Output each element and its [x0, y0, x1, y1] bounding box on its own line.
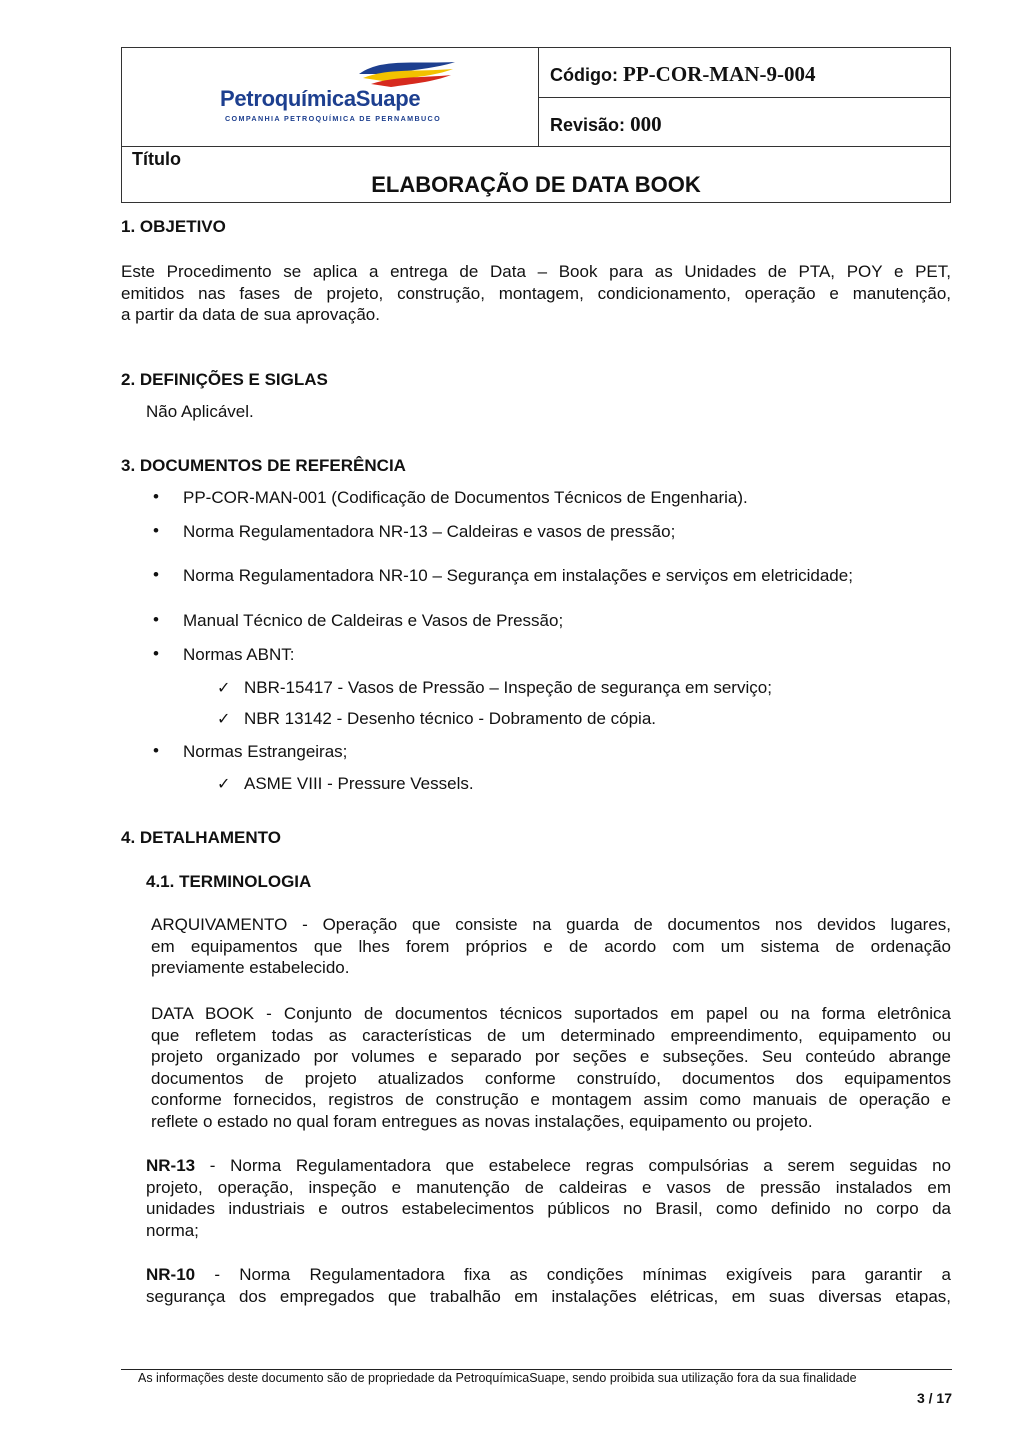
paragraph-line: emitidos nas fases de projeto, construção, montagem, condicionamento, operação e manutenção, [121, 283, 951, 303]
definicoes-text: Não Aplicável. [146, 402, 254, 421]
nr13-text: - Norma Regulamentadora que estabelece regras compulsórias a serem seguidas no [195, 1156, 951, 1175]
document-revision [550, 112, 662, 137]
reference-item: Normas ABNT: [183, 645, 295, 664]
paragraph-line: projeto, operação, inspeção e manutenção de caldeiras e vasos de pressão instalados em [146, 1177, 951, 1197]
paragraph-line: a partir da data de sua aprovação. [121, 305, 380, 324]
code-value: PP-COR-MAN-9-004 [623, 62, 816, 86]
abnt-item: NBR 13142 - Desenho técnico - Dobramento de cópia. [244, 709, 657, 728]
nr10-term: NR-10 [146, 1265, 196, 1284]
paragraph-line: segurança dos empregados que trabalhão em instalações elétricas, em suas diversas etapas, [146, 1286, 951, 1306]
paragraph-line: previamente estabelecido. [151, 958, 350, 977]
checkmark-icon: ✓ [217, 680, 231, 697]
bullet-icon: • [153, 565, 159, 584]
bullet-icon: • [153, 487, 159, 506]
paragraph-line: unidades industriais e outros estabelecimentos públicos no Brasil, como definido no corpo da [146, 1199, 951, 1218]
logo-tagline: COMPANHIA PETROQUÍMICA DE PERNAMBUCO [225, 114, 442, 123]
bullet-icon: • [153, 741, 159, 760]
paragraph-line: documentos de projeto atualizados conforme construído, documentos dos equipamentos [151, 1068, 951, 1088]
reference-item: PP-COR-MAN-001 (Codificação de Documentos Técnicos de Engenharia). [183, 488, 748, 507]
revision-value: 000 [630, 112, 662, 136]
footer-divider [121, 1369, 952, 1370]
objetivo-paragraph [121, 261, 951, 326]
reference-item: Normas Estrangeiras; [183, 742, 348, 761]
paragraph-line: que refletem todas as características de um determinado empreendimento, equipamento ou [151, 1025, 951, 1045]
paragraph-line: DATA BOOK - Conjunto de documentos técnicos suportados em papel ou na forma eletrônica [151, 1004, 951, 1023]
paragraph-line [146, 1264, 951, 1286]
paragraph-line: norma; [146, 1220, 199, 1240]
nr10-paragraph [146, 1264, 951, 1307]
header-divider [538, 97, 950, 98]
reference-item: Manual Técnico de Caldeiras e Vasos de Pressão; [183, 611, 564, 630]
reference-item: Norma Regulamentadora NR-13 – Caldeiras e vasos de pressão; [183, 522, 676, 541]
checkmark-icon: ✓ [217, 711, 231, 728]
bullet-icon: • [153, 521, 159, 540]
reference-item: Norma Regulamentadora NR-10 – Segurança em instalações e serviços em eletricidade; [183, 566, 853, 585]
checkmark-icon: ✓ [217, 776, 231, 793]
page-number: 3 / 17 [916, 1390, 952, 1406]
footer-notice: As informações deste documento são de propriedade da PetroquímicaSuape, sendo proibida sua utilização fora da sua finalidade [138, 1371, 857, 1385]
company-logo [220, 60, 450, 130]
arquivamento-paragraph [151, 914, 951, 979]
bullet-icon: • [153, 610, 159, 629]
paragraph-line: reflete o estado no qual foram entregues as novas instalações, equipamento ou projeto. [151, 1111, 813, 1131]
paragraph-line: projeto organizado por volumes e separado por seções e subseções. Seu conteúdo abrange [151, 1047, 951, 1066]
header-divider [122, 146, 950, 147]
abnt-item: NBR-15417 - Vasos de Pressão – Inspeção de segurança em serviço; [244, 678, 772, 697]
foreign-item: ASME VIII - Pressure Vessels. [244, 774, 474, 793]
nr13-term: NR-13 [146, 1156, 196, 1175]
document-title: ELABORAÇÃO DE DATA BOOK [371, 172, 701, 197]
paragraph-line: conforme fornecidos, registros de construção e montagem assim como manuais de operação e [151, 1090, 951, 1109]
databook-paragraph [151, 1003, 951, 1132]
nr13-paragraph [146, 1155, 951, 1241]
section-heading-referencias: 3. DOCUMENTOS DE REFERÊNCIA [121, 456, 406, 475]
nr10-text: - Norma Regulamentadora fixa as condições mínimas exigíveis para garantir a [195, 1265, 951, 1284]
logo-wordmark: PetroquímicaSuape [220, 86, 421, 111]
subsection-heading-terminologia: 4.1. TERMINOLOGIA [146, 872, 312, 891]
paragraph-line [146, 1155, 951, 1177]
paragraph-line: Este Procedimento se aplica a entrega de Data – Book para as Unidades de PTA, POY e PET, [121, 262, 951, 281]
paragraph-line: ARQUIVAMENTO - Operação que consiste na guarda de documentos nos devidos lugares, [151, 915, 951, 934]
section-heading-detalhamento: 4. DETALHAMENTO [121, 828, 281, 847]
section-heading-definicoes: 2. DEFINIÇÕES E SIGLAS [121, 370, 328, 389]
paragraph-line: em equipamentos que lhes forem próprios e de acordo com um sistema de ordenação [151, 936, 951, 956]
title-label: Título [132, 149, 181, 169]
document-code [550, 62, 815, 87]
revision-label: Revisão: [550, 115, 626, 135]
code-label: Código: [550, 65, 618, 85]
section-heading-objetivo: 1. OBJETIVO [121, 217, 226, 236]
bullet-icon: • [153, 644, 159, 663]
document-header [121, 47, 951, 203]
